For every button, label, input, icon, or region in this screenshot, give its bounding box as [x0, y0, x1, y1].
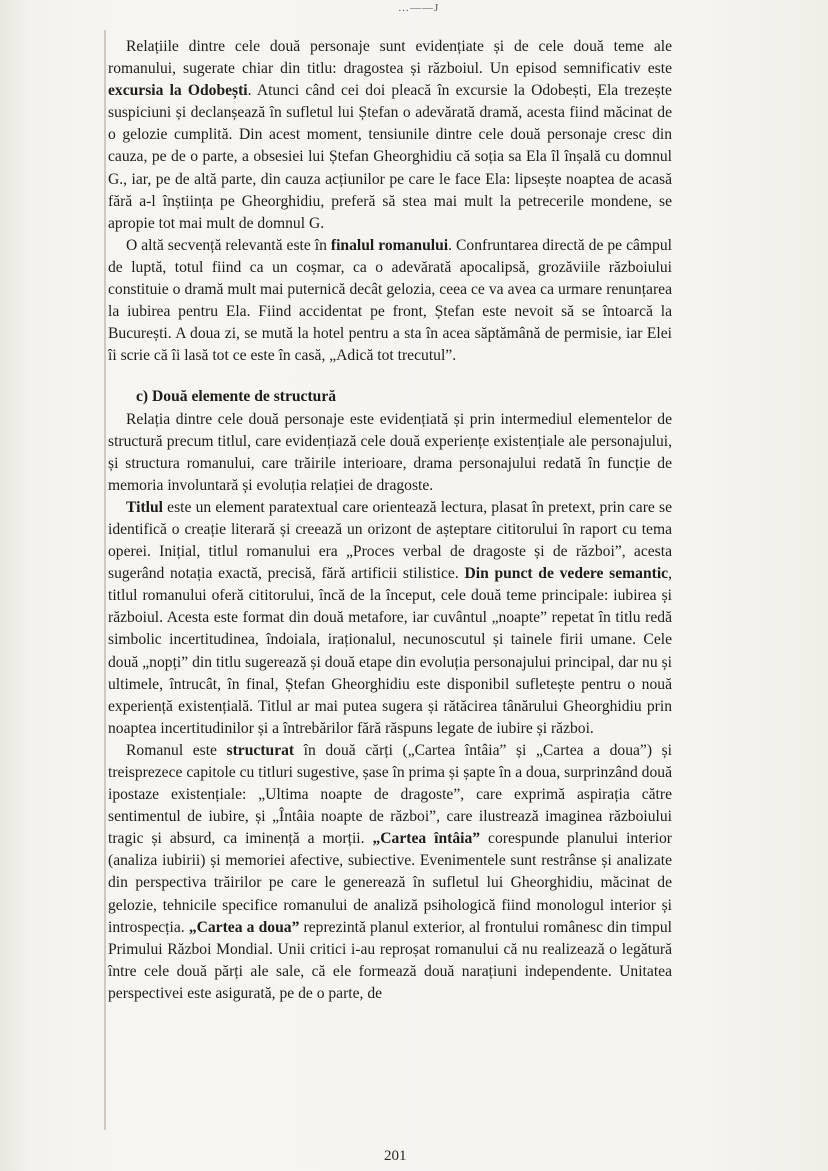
paragraph — [108, 36, 672, 235]
text-run: Relația dintre cele două personaje este evidențiată și prin intermediul elementelor de structură precum titlul, care evidențiază cele două experiențe existențiale ale personajului, și structura romanului, care trăirile interioare, drama personajului redată în funcție de memoria involuntară și evoluția relației de dragoste. — [108, 410, 672, 494]
paragraph — [108, 497, 672, 740]
bold-text-run: Titlul — [126, 498, 163, 516]
text-run: . Confruntarea directă de pe câmpul de luptă, totul fiind ca un coșmar, ca o adevărată apocalipsă, grozăviile războiului constituie o dramă mult mai puternică decât gelozia, ceea ce va avea ca urmare renunțarea la iubirea pentru Ela. Fiind accidentat pe front, Ștefan este nevoit să se întoarcă la București. A doua zi, se mută la hotel pentru a sta în acea săptămână de permisie, iar Elei îi scrie că îi lasă tot ce este în casă, „Adică tot trecutul”. — [108, 236, 672, 365]
page-body — [108, 36, 672, 1005]
bold-text-run: Din punct de vedere semantic — [464, 565, 669, 583]
paragraph — [108, 409, 672, 497]
text-run: reprezintă planul exterior, al frontului românesc din timpul Primului Război Mondial. Unii critici i-au reproșat romanului că nu realizează o legătură între cele două părți ale sale, că ele formează două narațiuni independente. Unitatea perspectivei este asigurată, pe de o parte, de — [108, 918, 672, 1002]
text-run: Romanul este — [126, 741, 227, 759]
text-run: , titlul romanului oferă cititorului, încă de la început, cele două teme principale: iubirea și războiul. Acesta este format din două metafore, iar cuvântul „noapte” repetat în titlu redă simbolic incertitudinea, îndoiala, iraționalul, necunoscutul și tainele firii umane. Cele două „nopți” din titlu sugerează și două etape din evoluția personajului principal, dar nu și ultimele, întrucât, în final, Ștefan Gheorghidiu este disponibil sufletește pentru o nouă experiență existențială. Titlul ar mai putea sugera și rătăcirea tânărului Gheorghidiu prin noaptea incertitudinilor și a întrebărilor fără răspuns legate de iubire și război. — [108, 565, 672, 737]
section-heading — [108, 386, 672, 408]
bold-text-run: finalul romanului — [330, 236, 449, 254]
top-mark: …——J — [398, 2, 440, 14]
margin-rule — [104, 30, 106, 1130]
bold-text-run: excursia la Odobești — [108, 82, 248, 100]
text-run: O altă secvență relevantă este în — [126, 236, 331, 254]
bold-text-run: structurat — [226, 741, 295, 759]
page-number: 201 — [384, 1148, 407, 1164]
bold-text-run: „Cartea a doua” — [188, 918, 300, 936]
text-run: în două cărți („Cartea întâia” și „Cartea a doua”) și treisprezece capitole cu titluri sugestive, șase în prima și șapte în a doua, surprinzând două ipostaze existențiale: „Ultima noapte de dragoste”, care exprimă aspirația către sentimentul de iubire, și „Întâia noapte de război”, care ilustrează imaginea războiului tragic și absurd, ca iminență a morții. — [108, 741, 672, 848]
paragraph — [108, 235, 672, 368]
text-run: este un element paratextual care orientează lectura, plasat în pretext, prin care se identifică o creație literară și creează un orizont de așteptare cititorului în raport cu tema operei. Inițial, titlul romanului era „Proces verbal de dragoste și de război”, acesta sugerând notația exactă, precisă, fără artificii stilistice. — [108, 498, 672, 583]
text-run: . Atunci când cei doi pleacă în excursie la Odobești, Ela trezește suspiciuni și declanșează în sufletul lui Ștefan o adevărată dramă, acesta fiind măcinat de o gelozie cumplită. Din acest moment, tensiunile dintre cele două personaje cresc din cauza, pe de o parte, a obsesiei lui Ștefan Gheorghidiu că soția sa Ela îl înșală cu domnul G., iar, pe de altă parte, din cauza acțiunilor pe care le face Ela: lipsește noaptea de acasă fără a-l înștiința pe Gheorghidiu, preferă să stea mai mult la petrecerile mondene, se apropie tot mai mult de domnul G. — [108, 82, 672, 232]
text-run: c) Două elemente de structură — [136, 388, 337, 406]
text-run: corespunde planului interior (analiza iubirii) și memoriei afective, subiective. Evenimentele sunt restrânse și analizate din perspectiva trăirilor pe care le generează în sufletul lui Gheorghidiu, măcinat de gelozie, tehnicile specifice romanului de analiză psihologică fiind monologul interior și introspecția. — [108, 830, 672, 936]
paragraph — [108, 740, 672, 1005]
bold-text-run: „Cartea întâia” — [372, 830, 481, 848]
text-run: Relațiile dintre cele două personaje sunt evidențiate și de cele două teme ale romanului, sugerate chiar din titlu: dragostea și războiul. Un episod semnificativ este — [108, 38, 672, 78]
